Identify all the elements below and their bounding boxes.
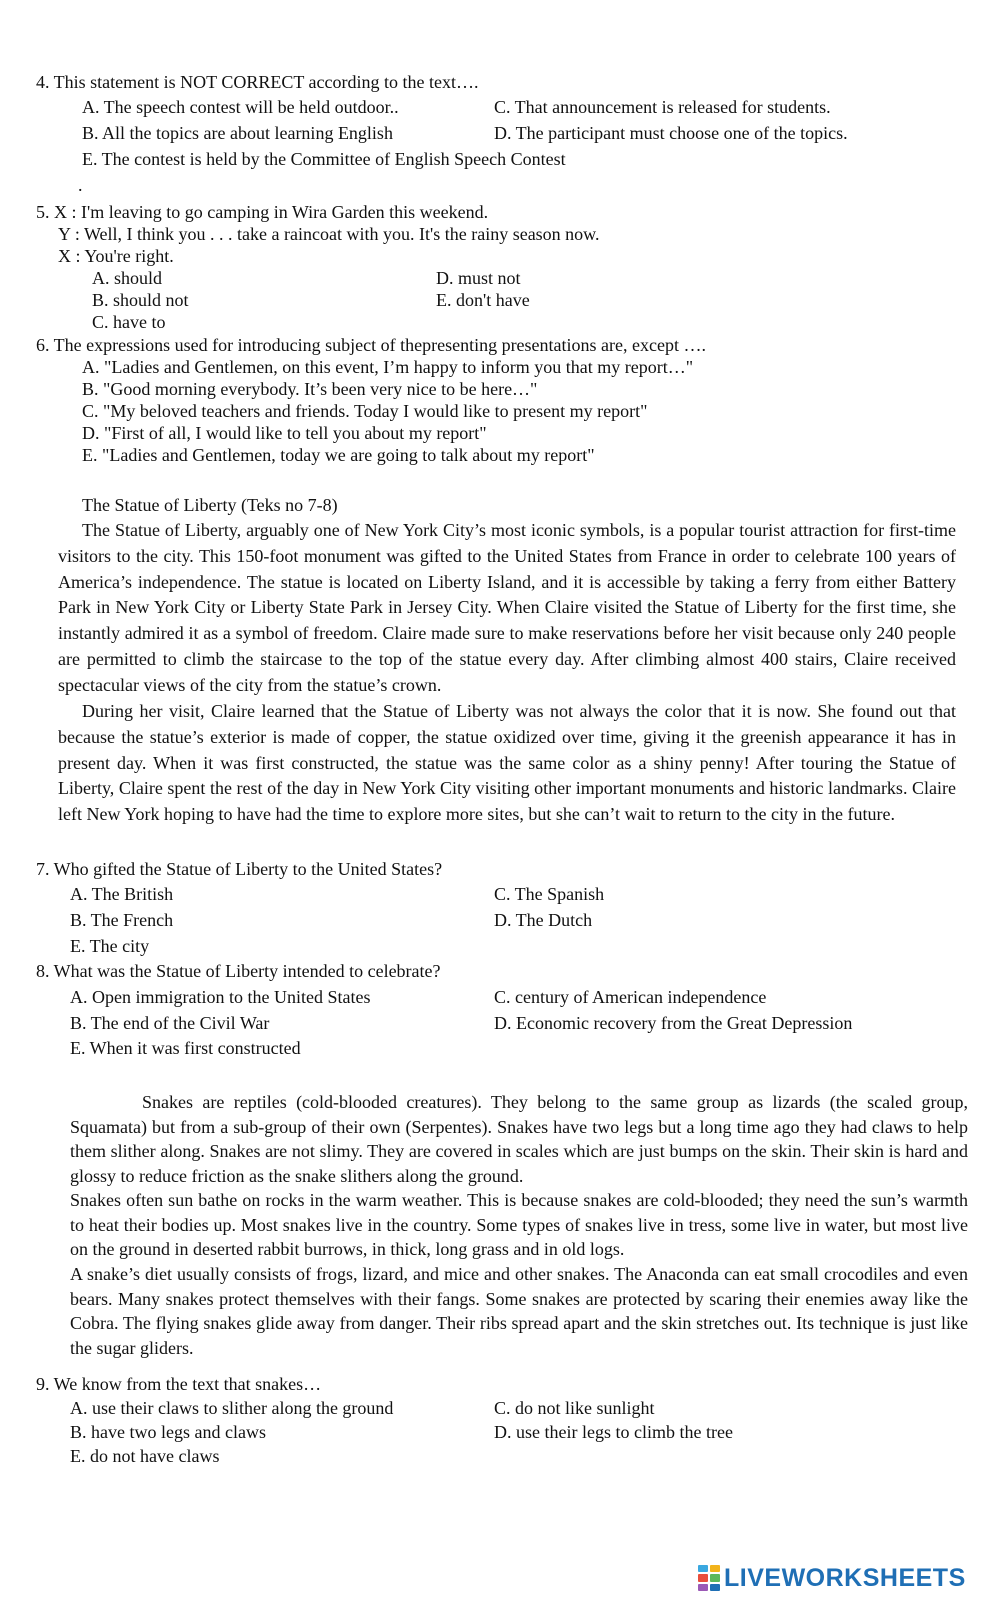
q7-option-a[interactable]: A. The British xyxy=(70,884,174,904)
q6-option-c[interactable]: C. "My beloved teachers and friends. Today I would like to present my report" xyxy=(82,401,648,421)
q8-question: 8. What was the Statue of Liberty intended to celebrate? xyxy=(36,961,441,981)
stray-dot: . xyxy=(78,175,83,195)
q5-option-d[interactable]: D. must not xyxy=(436,268,521,288)
q9-question: 9. We know from the text that snakes… xyxy=(36,1374,322,1394)
q4-option-e[interactable]: E. The contest is held by the Committee of English Speech Contest xyxy=(82,149,566,169)
q7-option-c[interactable]: C. The Spanish xyxy=(494,884,605,904)
q6-option-e[interactable]: E. "Ladies and Gentlemen, today we are going to talk about my report" xyxy=(82,445,595,465)
statue-title: The Statue of Liberty (Teks no 7-8) xyxy=(82,495,338,515)
q7-question: 7. Who gifted the Statue of Liberty to the United States? xyxy=(36,859,443,879)
q8-option-e[interactable]: E. When it was first constructed xyxy=(70,1038,301,1058)
q7-option-d[interactable]: D. The Dutch xyxy=(494,910,593,930)
snakes-paragraph-2: Snakes often sun bathe on rocks in the warm weather. This is because snakes are cold-blooded; they need the sun’s warmth to heat their bodies up. Most snakes live in the country. Some types of snakes live in tress, some live in water, but most live on the ground in deserted rabbit burrows, in thick, long grass and in old logs. xyxy=(70,1190,968,1259)
q9-option-d[interactable]: D. use their legs to climb the tree xyxy=(494,1422,733,1442)
q5-dialogue-x1: 5. X : I'm leaving to go camping in Wira Garden this weekend. xyxy=(36,202,489,222)
logo-square xyxy=(698,1565,708,1572)
q6-option-d[interactable]: D. "First of all, I would like to tell you about my report" xyxy=(82,423,487,443)
liveworksheets-logo-text: LIVEWORKSHEETS xyxy=(724,1563,966,1592)
q4-option-b[interactable]: B. All the topics are about learning English xyxy=(82,123,393,143)
q4-option-a[interactable]: A. The speech contest will be held outdoor.. xyxy=(82,97,399,117)
snakes-paragraph-3: A snake’s diet usually consists of frogs, lizard, and mice and other snakes. The Anaconda can eat small crocodiles and even bears. Many snakes protect themselves with their fangs. Some snakes are protected by scaring their enemies away like the Cobra. The flying snakes glide away from danger. Their ribs spread apart and the skin stretches out. Its technique is just like the sugar gliders. xyxy=(70,1264,968,1358)
q8-option-d[interactable]: D. Economic recovery from the Great Depression xyxy=(494,1013,853,1033)
q8-option-b[interactable]: B. The end of the Civil War xyxy=(70,1013,270,1033)
logo-square xyxy=(710,1584,720,1591)
q5-option-a[interactable]: A. should xyxy=(92,268,163,288)
snakes-paragraph-1: Snakes are reptiles (cold-blooded creatures). They belong to the same group as lizards (the scaled group, Squamata) but from a sub-group of their own (Serpentes). Snakes have two legs but a long time ago they had claws to help them slither along. Snakes are not slimy. They are covered in scales which are just bumps on the skin. Their skin is hard and glossy to reduce friction as the snake slithers along the ground. xyxy=(70,1092,968,1186)
q6-option-a[interactable]: A. "Ladies and Gentlemen, on this event, I’m happy to inform you that my report…" xyxy=(82,357,694,377)
q4-question: 4. This statement is NOT CORRECT according to the text…. xyxy=(36,72,479,92)
liveworksheets-logo-icon xyxy=(698,1565,720,1591)
q9-option-e[interactable]: E. do not have claws xyxy=(70,1446,220,1466)
q5-dialogue-x2: X : You're right. xyxy=(58,246,174,266)
q9-option-a[interactable]: A. use their claws to slither along the ground xyxy=(70,1398,394,1418)
q9-option-c[interactable]: C. do not like sunlight xyxy=(494,1398,655,1418)
logo-square xyxy=(710,1574,720,1581)
q4-option-d[interactable]: D. The participant must choose one of the topics. xyxy=(494,123,848,143)
q4-option-c[interactable]: C. That announcement is released for students. xyxy=(494,97,831,117)
logo-square xyxy=(710,1565,720,1572)
liveworksheets-logo[interactable] xyxy=(698,1563,966,1593)
q5-option-c[interactable]: C. have to xyxy=(92,312,166,332)
q6-question: 6. The expressions used for introducing subject of thepresenting presentations are, except …. xyxy=(36,335,706,355)
q5-option-b[interactable]: B. should not xyxy=(92,290,189,310)
logo-square xyxy=(698,1584,708,1591)
q6-option-b[interactable]: B. "Good morning everybody. It’s been very nice to be here…" xyxy=(82,379,538,399)
q9-option-b[interactable]: B. have two legs and claws xyxy=(70,1422,266,1442)
q8-option-c[interactable]: C. century of American independence xyxy=(494,987,767,1007)
q5-dialogue-y: Y : Well, I think you . . . take a raincoat with you. It's the rainy season now. xyxy=(58,224,600,244)
q5-option-e[interactable]: E. don't have xyxy=(436,290,530,310)
q7-option-b[interactable]: B. The French xyxy=(70,910,174,930)
logo-square xyxy=(698,1574,708,1581)
q8-option-a[interactable]: A. Open immigration to the United States xyxy=(70,987,371,1007)
q7-option-e[interactable]: E. The city xyxy=(70,936,150,956)
statue-paragraph-1: The Statue of Liberty, arguably one of New York City’s most iconic symbols, is a popular tourist attraction for first-time visitors to the city. This 150-foot monument was gifted to the United States from France in order to celebrate 100 years of America’s independence. The statue is located on Liberty Island, and it is accessible by taking a ferry from either Battery Park in New York City or Liberty State Park in Jersey City. When Claire visited the Statue of Liberty for the first time, she instantly admired it as a symbol of freedom. Claire made sure to make reservations before her visit because only 240 people are permitted to climb the staircase to the top of the statue every day. After climbing almost 400 stairs, Claire received spectacular views of the city from the statue’s crown. xyxy=(58,520,956,695)
statue-paragraph-2: During her visit, Claire learned that the Statue of Liberty was not always the color that it is now. She found out that because the statue’s exterior is made of copper, the statue oxidized over time, giving it the greenish appearance it has in present day. When it was first constructed, the statue was the same color as a shiny penny! After touring the Statue of Liberty, Claire spent the rest of the day in New York City visiting other important monuments and historic landmarks. Claire left New York hoping to have had the time to explore more sites, but she can’t wait to return to the city in the future. xyxy=(58,701,956,825)
